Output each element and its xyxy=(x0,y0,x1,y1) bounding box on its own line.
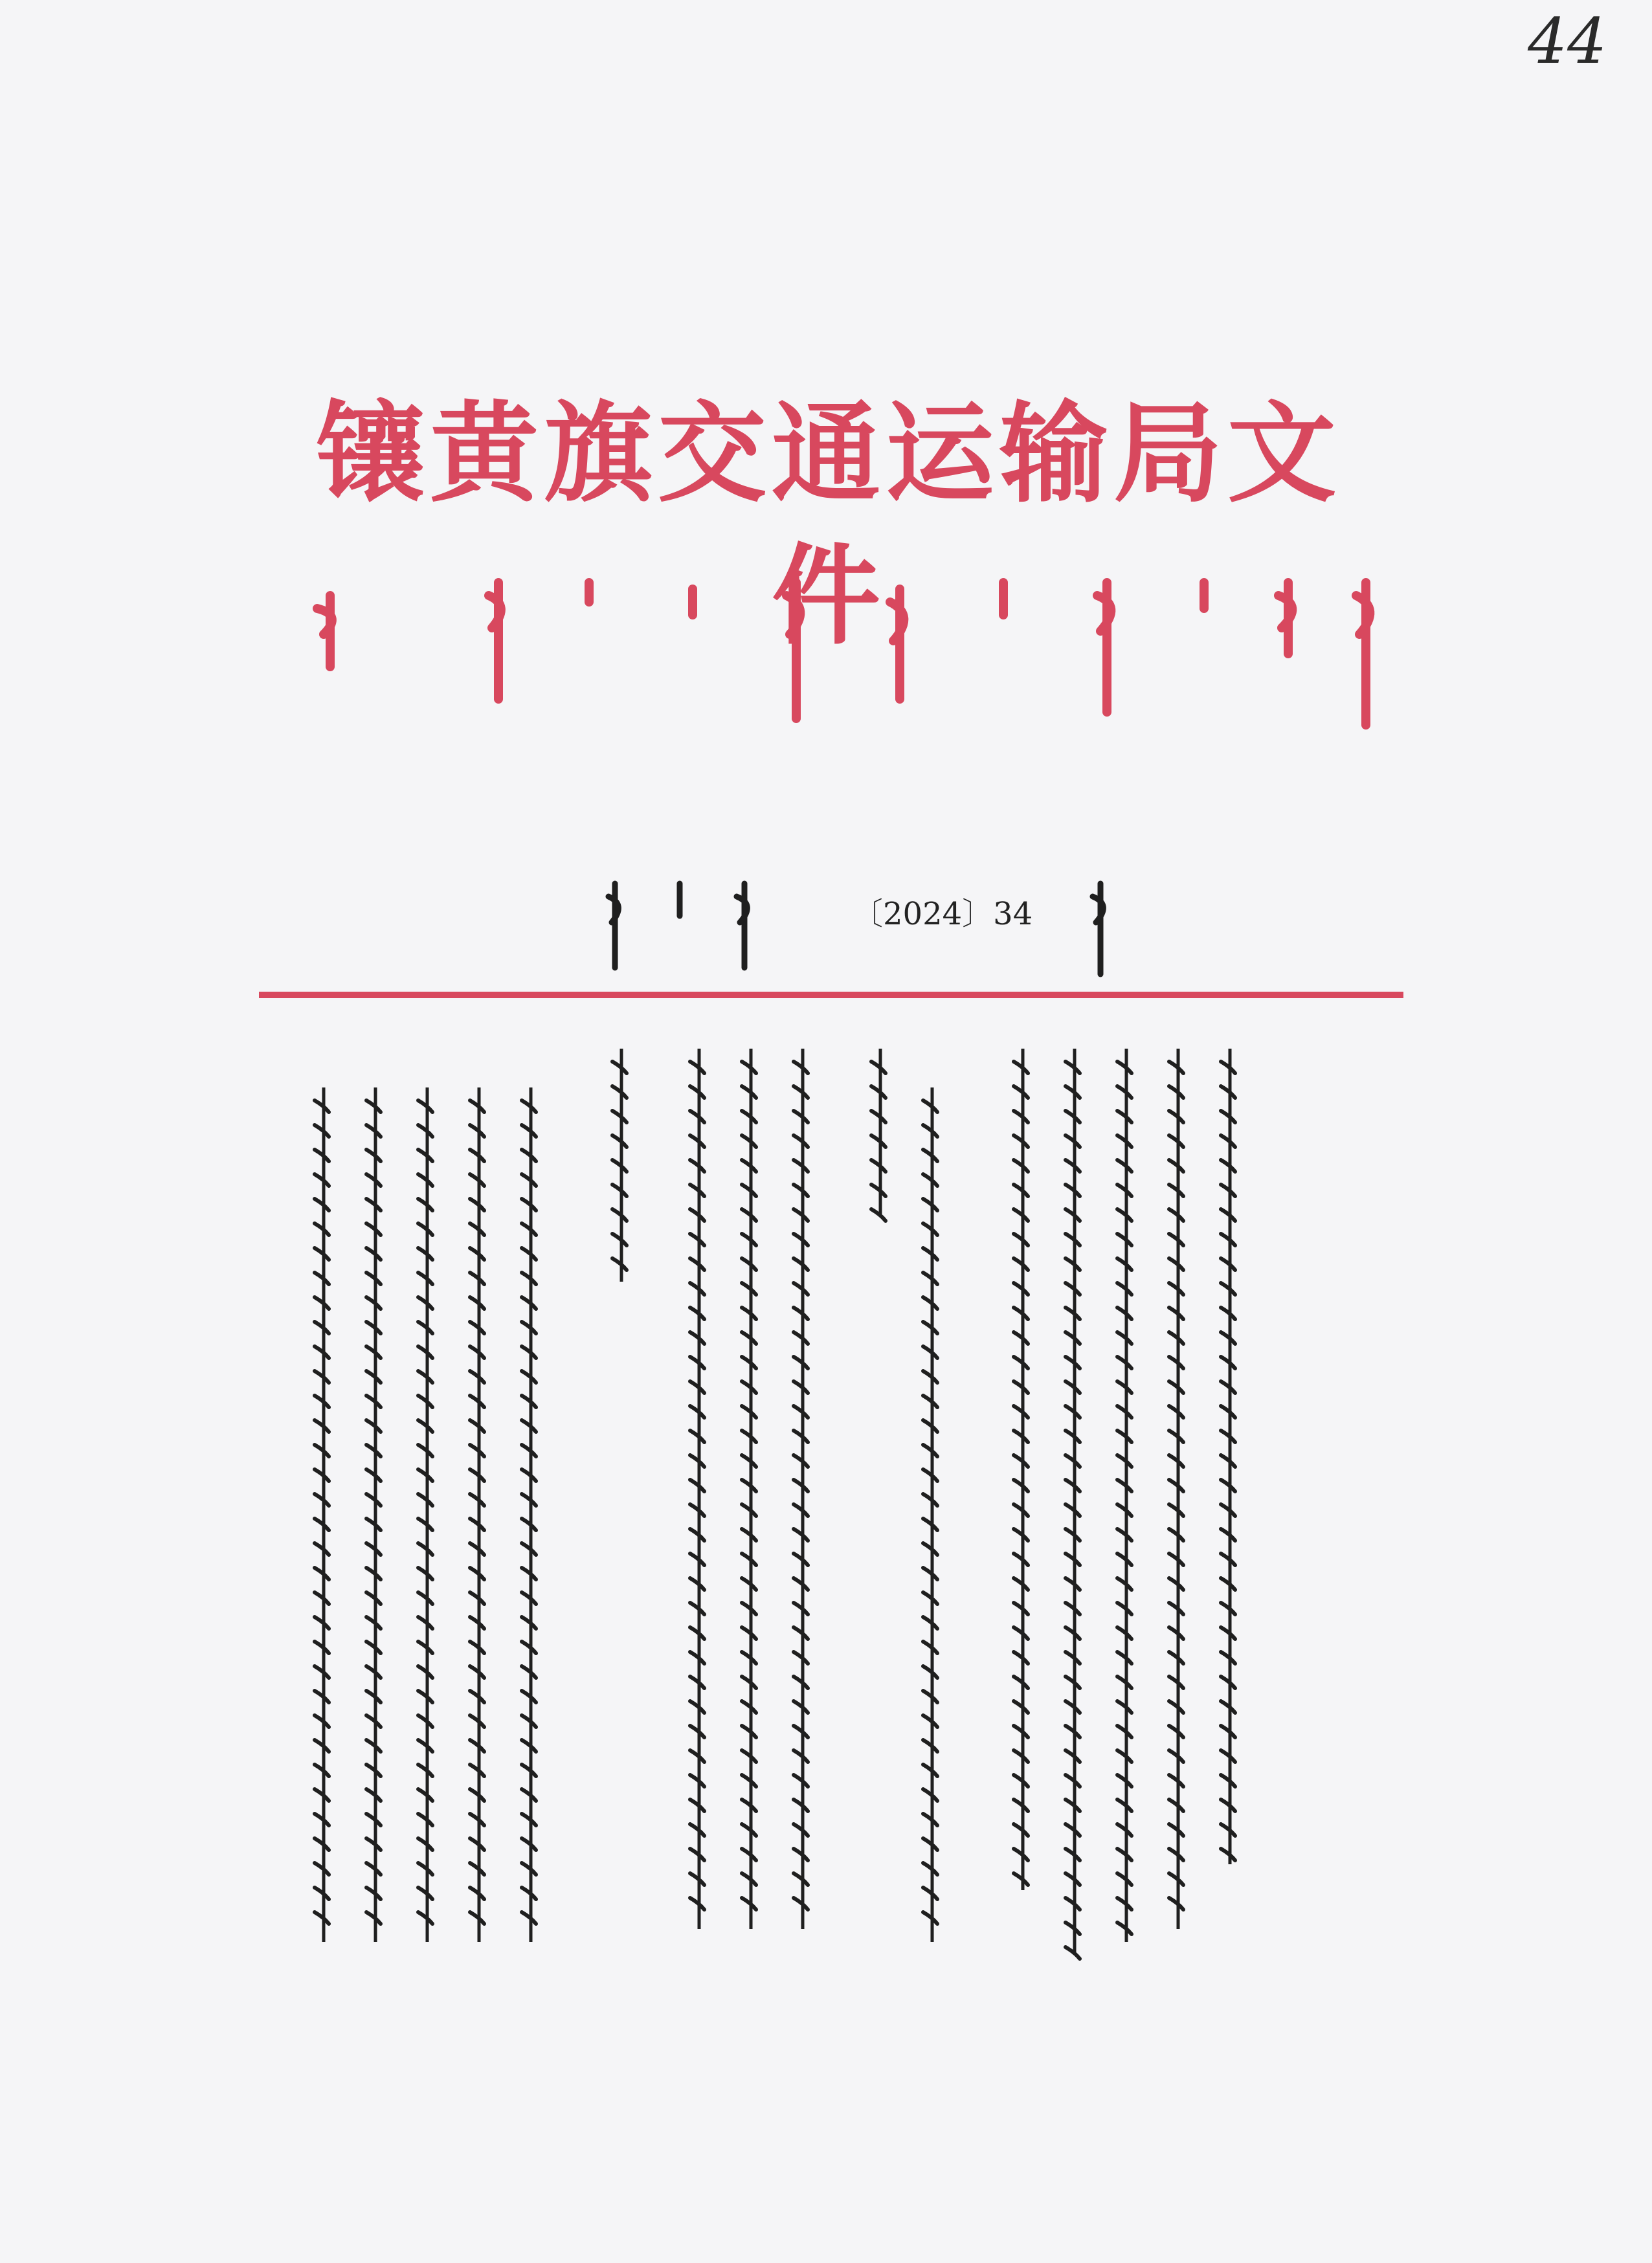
document-number-row xyxy=(608,877,1126,974)
mongolian-text-column xyxy=(871,1049,886,1221)
mongolian-text-column xyxy=(1117,1049,1132,1942)
mongolian-text-column xyxy=(470,1087,484,1942)
mongolian-text-column xyxy=(1221,1049,1235,1864)
mongolian-text-column xyxy=(794,1049,808,1929)
mongolian-text-column xyxy=(923,1087,937,1942)
handwritten-page-number: 44 xyxy=(1528,5,1607,78)
mongolian-text-column xyxy=(742,1049,756,1929)
document-number: 〔2024〕34 xyxy=(852,896,1033,932)
mongolian-text-column xyxy=(315,1087,329,1942)
mongolian-text-column xyxy=(1014,1049,1028,1890)
mongolian-text-column xyxy=(418,1087,432,1942)
mongolian-text-column xyxy=(522,1087,536,1942)
mongolian-issuer-title xyxy=(304,570,1392,725)
mongolian-text-column xyxy=(1169,1049,1183,1929)
mongolian-text-column xyxy=(366,1087,381,1942)
mongolian-body-text xyxy=(272,1049,1243,1981)
mongolian-text-column xyxy=(1066,1049,1080,1959)
red-divider-rule xyxy=(259,992,1403,998)
issuer-title: 镶黄旗交通运输局文件 xyxy=(316,389,1341,660)
mongolian-text-column xyxy=(690,1049,704,1929)
mongolian-text-column xyxy=(612,1049,627,1282)
